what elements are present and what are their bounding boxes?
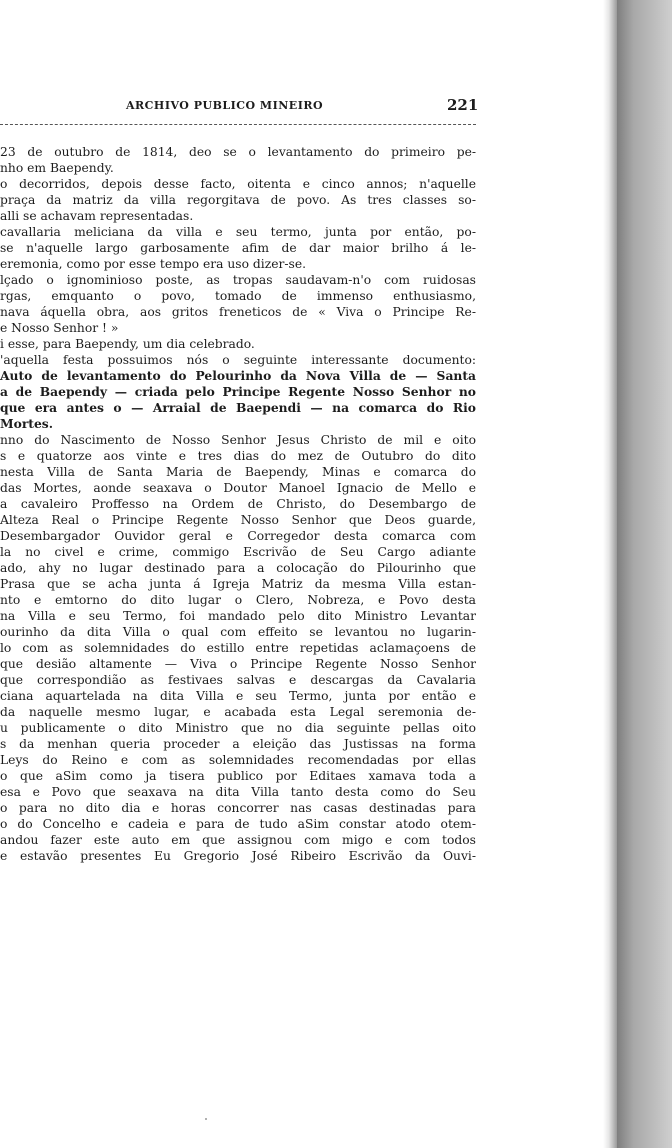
text-line: nava áquella obra, aos gritos freneticos de « Viva o Principe Re- xyxy=(0,305,476,319)
text-line: na Villa e seu Termo, foi mandado pelo dito Ministro Levantar xyxy=(0,609,476,623)
text-line: eremonia, como por esse tempo era uso dizer-se. xyxy=(0,257,306,271)
text-line: das Mortes, aonde seaxava o Doutor Manoel Ignacio de Mello e xyxy=(0,481,476,495)
text-line: Alteza Real o Principe Regente Nosso Senhor que Deos guarde, xyxy=(0,513,476,527)
text-line: s e quatorze aos vinte e tres dias do mez de Outubro do dito xyxy=(0,449,476,463)
text-line: i esse, para Baependy, um dia celebrado. xyxy=(0,337,255,351)
page-number: 221 xyxy=(447,96,479,114)
text-line: praça da matriz da villa regorgitava de povo. As tres classes so- xyxy=(0,193,476,207)
body-text xyxy=(0,144,476,864)
page-header xyxy=(0,96,480,116)
text-line: a cavaleiro Proffesso na Ordem de Christo, do Desembargo de xyxy=(0,497,476,511)
text-line: Leys do Reino e com as solemnidades recomendadas por ellas xyxy=(0,753,476,767)
text-line: u publicamente o dito Ministro que no dia seguinte pellas oito xyxy=(0,721,476,735)
text-line: lo com as solemnidades do estillo entre repetidas aclamaçoens de xyxy=(0,641,476,655)
text-line: cavallaria meliciana da villa e seu termo, junta por então, po- xyxy=(0,225,476,239)
text-line: Auto de levantamento do Pelourinho da Nova Villa de — Santa xyxy=(0,368,476,383)
text-line: 23 de outubro de 1814, deo se o levantamento do primeiro pe- xyxy=(0,145,476,159)
text-line: nno do Nascimento de Nosso Senhor Jesus Christo de mil e oito xyxy=(0,433,476,447)
text-line: se n'aquelle largo garbosamente afim de dar maior brilho á le- xyxy=(0,241,476,255)
text-line: nho em Baependy. xyxy=(0,161,114,175)
text-line: a de Baependy — criada pelo Principe Regente Nosso Senhor no xyxy=(0,384,476,399)
page-gutter-shadow xyxy=(603,0,617,1148)
text-line: ciana aquartelada na dita Villa e seu Termo, junta por então e xyxy=(0,689,476,703)
scan-speck xyxy=(205,1118,207,1120)
text-line: nesta Villa de Santa Maria de Baependy, Minas e comarca do xyxy=(0,465,476,479)
page-edge xyxy=(617,0,672,1148)
text-line: ado, ahy no lugar destinado para a colocação do Pilourinho que xyxy=(0,561,476,575)
text-line: o que aSim como ja tisera publico por Editaes xamava toda a xyxy=(0,769,476,783)
text-line: o do Concelho e cadeia e para de tudo aSim constar atodo otem- xyxy=(0,817,476,831)
text-line: esa e Povo que seaxava na dita Villa tanto desta como do Seu xyxy=(0,785,476,799)
text-line: andou fazer este auto em que assignou com migo e com todos xyxy=(0,833,476,847)
text-line: o para no dito dia e horas concorrer nas casas destinadas para xyxy=(0,801,476,815)
text-line: ourinho da dita Villa o qual com effeito se levantou no lugarin- xyxy=(0,625,476,639)
text-line: Prasa que se acha junta á Igreja Matriz da mesma Villa estan- xyxy=(0,577,476,591)
running-title: ARCHIVO PUBLICO MINEIRO xyxy=(126,99,324,112)
text-line: Desembargador Ouvidor geral e Corregedor desta comarca com xyxy=(0,529,476,543)
text-line: e estavão presentes Eu Gregorio José Ribeiro Escrivão da Ouvi- xyxy=(0,849,476,863)
text-line: que era antes o — Arraial de Baependi — na comarca do Rio xyxy=(0,400,476,415)
text-line: o decorridos, depois desse facto, oitenta e cinco annos; n'aquelle xyxy=(0,177,476,191)
text-line: que correspondião as festivaes salvas e descargas da Cavalaria xyxy=(0,673,476,687)
text-line: e Nosso Senhor ! » xyxy=(0,321,119,335)
text-line: da naquelle mesmo lugar, e acabada esta Legal seremonia de- xyxy=(0,705,476,719)
text-line: lçado o ignominioso poste, as tropas saudavam-n'o com ruidosas xyxy=(0,273,476,287)
text-line: rgas, emquanto o povo, tomado de immenso enthusiasmo, xyxy=(0,289,476,303)
text-line: s da menhan queria proceder a eleição das Justissas na forma xyxy=(0,737,476,751)
text-line: que desião altamente — Viva o Principe Regente Nosso Senhor xyxy=(0,657,476,671)
text-line: 'aquella festa possuimos nós o seguinte interessante documento: xyxy=(0,353,476,367)
text-line: nto e emtorno do dito lugar o Clero, Nobreza, e Povo desta xyxy=(0,593,476,607)
text-line: Mortes. xyxy=(0,416,54,431)
text-line: alli se achavam representadas. xyxy=(0,209,194,223)
header-rule xyxy=(0,124,476,125)
text-line: la no civel e crime, commigo Escrivão de Seu Cargo adiante xyxy=(0,545,476,559)
